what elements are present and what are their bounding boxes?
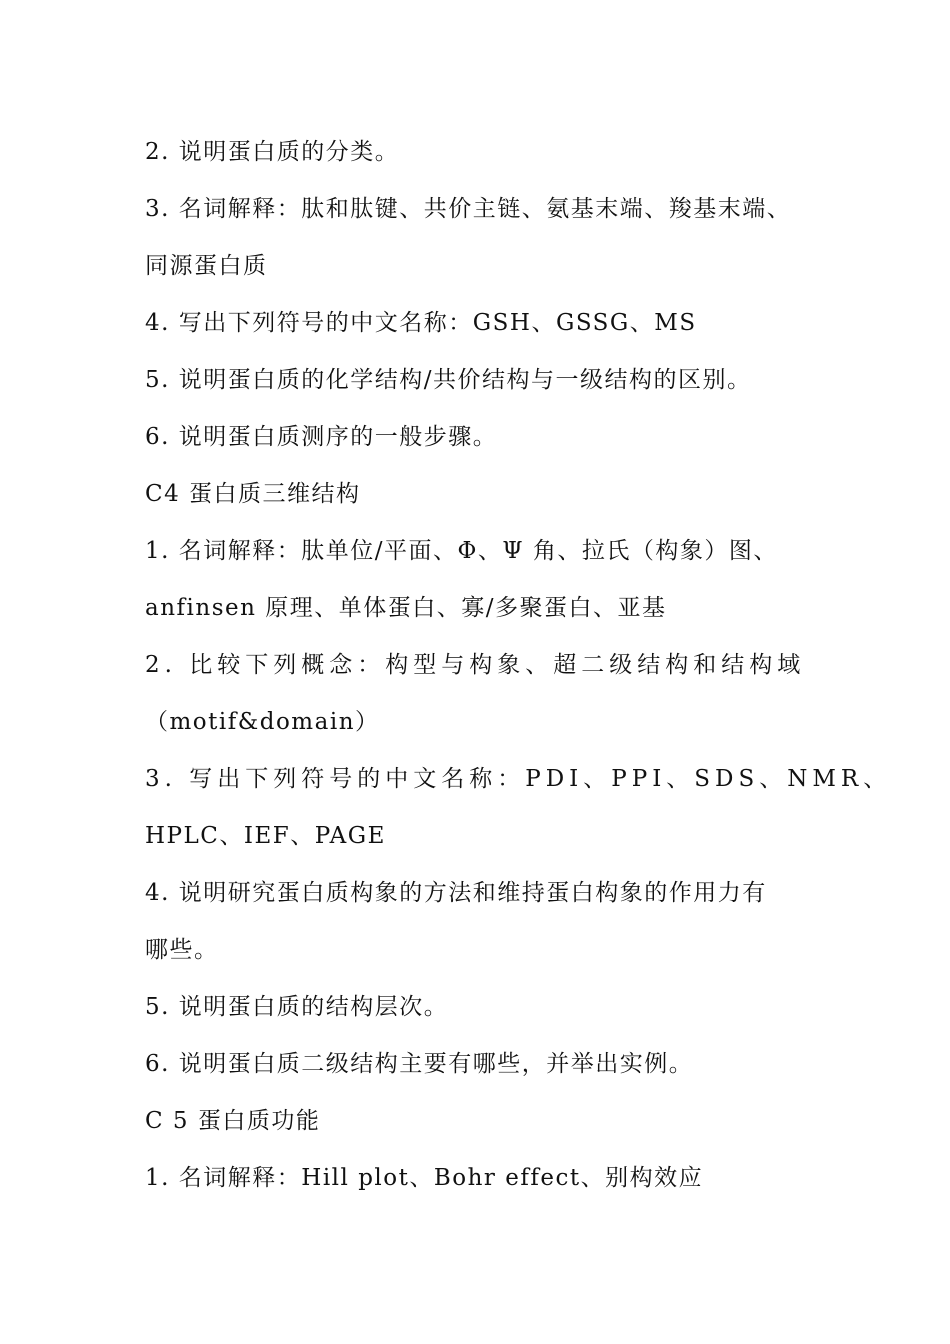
text-line: 4. 写出下列符号的中文名称：GSH、GSSG、MS — [145, 310, 697, 336]
text-line: 2. 比较下列概念：构型与构象、超二级结构和结构域 — [145, 652, 806, 678]
section-heading: C 5 蛋白质功能 — [145, 1108, 321, 1134]
text-line: 1. 名词解释：肽单位/平面、Φ、Ψ 角、拉氏（构象）图、 — [145, 538, 778, 564]
text-line: 5. 说明蛋白质的结构层次。 — [145, 994, 449, 1020]
text-line: 哪些。 — [145, 937, 219, 963]
text-line: HPLC、IEF、PAGE — [145, 823, 386, 849]
text-line: anfinsen 原理、单体蛋白、寡/多聚蛋白、亚基 — [145, 595, 667, 621]
text-line: 1. 名词解释：Hill plot、Bohr effect、别构效应 — [145, 1165, 704, 1191]
text-line: 3. 写出下列符号的中文名称：PDI、PPI、SDS、NMR、 — [145, 766, 892, 792]
section-heading: C4 蛋白质三维结构 — [145, 481, 361, 507]
text-line: 同源蛋白质 — [145, 253, 268, 279]
text-line: 3. 名词解释：肽和肽键、共价主链、氨基末端、羧基末端、 — [145, 196, 792, 222]
text-line: 4. 说明研究蛋白质构象的方法和维持蛋白构象的作用力有 — [145, 880, 767, 906]
text-line: （motif&domain） — [145, 709, 380, 735]
text-line: 2. 说明蛋白质的分类。 — [145, 139, 400, 165]
text-line: 6. 说明蛋白质测序的一般步骤。 — [145, 424, 498, 450]
text-line: 6. 说明蛋白质二级结构主要有哪些，并举出实例。 — [145, 1051, 694, 1077]
text-line: 5. 说明蛋白质的化学结构/共价结构与一级结构的区别。 — [145, 367, 752, 393]
